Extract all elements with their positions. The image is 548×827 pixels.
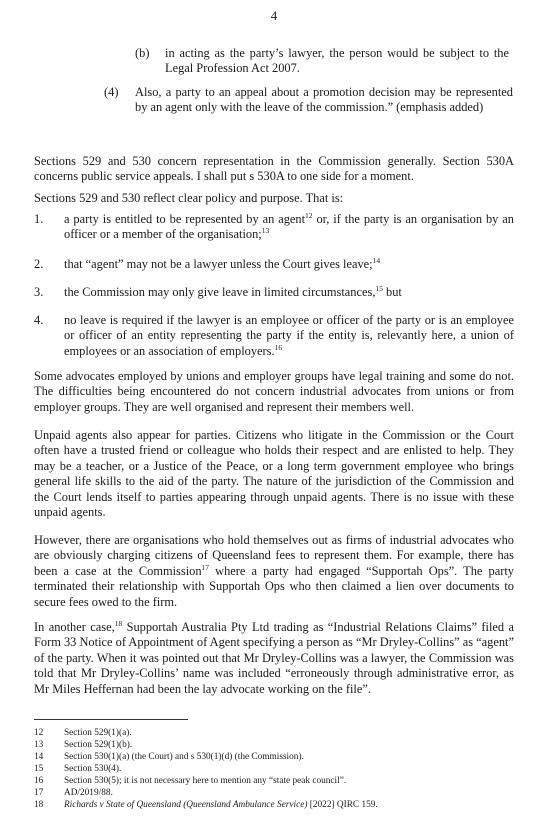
list-number: 4. — [34, 313, 44, 327]
paragraph-union-advocates: Some advocates employed by unions and employer groups have legal training and some do not. The difficulties being encountered do not concern industrial advocates from unions or from employer groups. They are well organised and represent their members well. — [34, 369, 514, 414]
footnote-text: Section 529(1)(a). — [64, 728, 132, 738]
footnote-ref: 13 — [261, 226, 270, 236]
footnote-ref: 14 — [372, 256, 381, 265]
footnote-text: Richards v State of Queensland (Queensland Ambulance Service) [2022] QIRC 159. — [64, 800, 378, 810]
footnote-text: Section 530(4). — [64, 764, 122, 774]
footnote-text: AD/2019/88. — [64, 788, 113, 798]
list-number: 2. — [34, 257, 44, 271]
footnote-text: Section 530(1)(a) (the Court) and s 530(1)(d) (the Commission). — [64, 752, 304, 762]
paragraph-unpaid-agents: Unpaid agents also appear for parties. Citizens who litigate in the Commission or the Court often have a trusted friend or colleague who holds their respect and are enlisted to help. They may be a teacher, or a Justice of the Peace, or a long term government employee who brings general life skills to the aid of the party. The nature of the jurisdiction of the Commission and the Court lends itself to parties appearing through unpaid agents. There is no issue with these unpaid agents. — [34, 428, 514, 520]
list-number: 3. — [34, 285, 44, 299]
quote-b-label: (b) — [135, 46, 150, 60]
footnote-ref: 16 — [274, 342, 283, 352]
footnote-text: Section 530(5); it is not necessary here to mention any “state peak council”. — [64, 776, 347, 786]
footnote-ref: 15 — [375, 284, 383, 293]
footnote-number: 14 — [34, 752, 44, 762]
footnote-number: 13 — [34, 740, 44, 750]
footnote-number: 17 — [34, 788, 44, 798]
footnote-ref: 12 — [305, 211, 313, 220]
quote-4-label: (4) — [104, 85, 119, 99]
footnote-number: 15 — [34, 764, 44, 774]
list-number: 1. — [34, 212, 44, 226]
paragraph-paid-advocates: However, there are organisations who hold themselves out as firms of industrial advocates who are obviously charging citizens of Queensland fees to represent them. For example, there has been a case at the Commission$^{17}$ where a party had engaged “Supportah Ops”. The party terminated their relationship with Supportah Ops who then claimed a lien over documents to secure fees owed to the firm. — [34, 533, 515, 609]
paragraph-policy-purpose: Sections 529 and 530 reflect clear policy and purpose. That is: — [34, 191, 344, 205]
case-citation: Richards v State of Queensland (Queensland Ambulance Service) — [64, 800, 308, 810]
footnote-text: Section 529(1)(b). — [64, 740, 133, 750]
list-item-2: that “agent” may not be a lawyer unless the Court gives leave;$^{14}$ — [64, 256, 381, 271]
paragraph-supportah-case: In another case,$^{18}$ Supportah Australia Pty Ltd trading as “Industrial Relations Claims” filed a Form 33 Notice of Appointment of Agent specifying a person as “Mr Dryley-Collins” as “agent” of the party. When it was pointed out that Mr Dryley-Collins was a lawyer, the Commission was told that Mr Dryley-Collins’ name was included “erroneously through administrative error, as Mr Miles Heffernan had been the lay advocate working on the file”. — [34, 619, 514, 696]
footnote-number: 18 — [34, 800, 44, 810]
footnote-divider — [34, 719, 188, 720]
footnote-ref: 17 — [201, 562, 210, 572]
quote-4-text: Also, a party to an appeal about a promotion decision may be represented by an agent only with the leave of the commission.” (emphasis added) — [135, 85, 513, 115]
footnote-number: 12 — [34, 728, 44, 738]
paragraph-sections-529-530: Sections 529 and 530 concern representation in the Commission generally. Section 530A concerns public service appeals. I shall put s 530A to one side for a moment. — [34, 154, 514, 184]
page-number: 4 — [270, 8, 278, 23]
list-item-4: no leave is required if the lawyer is an employee or officer of the party or is an employee or officer of an entity representing the party if the entity is, relevantly here, a union of employees or an association of employers.$^{16}$ — [64, 313, 514, 358]
footnote-ref: 18 — [114, 619, 123, 628]
footnote-number: 16 — [34, 776, 44, 786]
list-item-1: a party is entitled to be represented by an agent$^{12}$ or, if the party is an organisation by an officer or a member of the organisation;$^{13}$ — [64, 211, 514, 242]
quote-b-text: in acting as the party’s lawyer, the person would be subject to the Legal Profession Act 2007. — [165, 46, 509, 76]
list-item-3: the Commission may only give leave in limited circumstances,$^{15}$ but — [64, 284, 402, 299]
